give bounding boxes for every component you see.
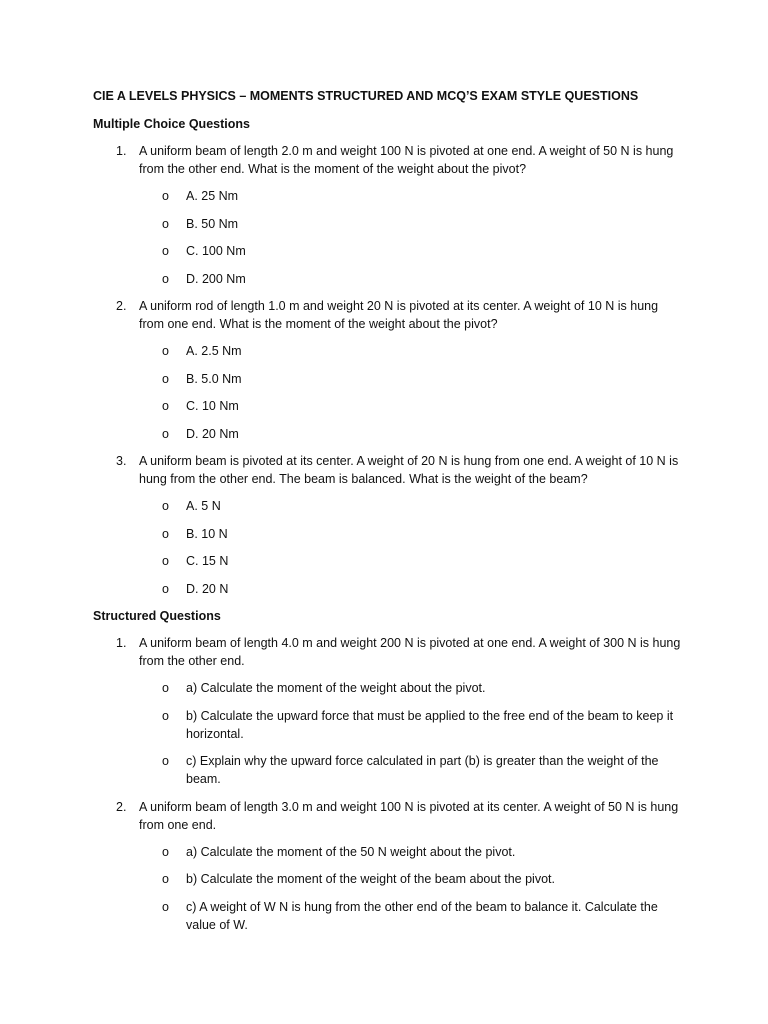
- bullet-icon: o: [162, 526, 169, 541]
- list-item: [93, 707, 683, 743]
- list-item: [93, 187, 683, 205]
- bullet-icon: o: [162, 554, 169, 568]
- part-text: a) Calculate the moment of the 50 N weight about the pivot.: [186, 844, 516, 859]
- question-number: 3.: [116, 454, 127, 468]
- option-text: C. 15 N: [186, 554, 229, 568]
- part-text: b) Calculate the upward force that must be applied to the free end of the beam to keep it horizontal.: [186, 708, 674, 741]
- option-text: B. 5.0 Nm: [186, 371, 242, 386]
- list-item: [93, 752, 683, 788]
- bullet-icon: o: [162, 754, 169, 768]
- part-text: b) Calculate the moment of the weight of the beam about the pivot.: [186, 872, 555, 886]
- structured-parts-2: [93, 843, 683, 934]
- mcq-question-2: [93, 297, 683, 333]
- mcq-question-1: [93, 142, 683, 178]
- list-item: [93, 215, 683, 233]
- question-number: 2.: [116, 299, 127, 313]
- part-text: c) Explain why the upward force calculated in part (b) is greater than the weight of the beam.: [186, 754, 659, 786]
- mcq-options-1: [93, 187, 683, 288]
- option-text: C. 10 Nm: [186, 399, 239, 413]
- bullet-icon: o: [162, 344, 169, 358]
- list-item: [93, 870, 683, 888]
- section-heading-mcq: Multiple Choice Questions: [93, 117, 250, 131]
- list-item: [93, 270, 683, 288]
- option-text: C. 100 Nm: [186, 244, 246, 258]
- option-text: B. 10 N: [186, 526, 228, 541]
- list-item: [93, 342, 683, 360]
- bullet-icon: o: [162, 899, 169, 914]
- question-text: A uniform beam is pivoted at its center. A weight of 20 N is hung from one end. A weight of 10 N is hung from the other end. The beam is balanced. What is the weight of the beam?: [139, 454, 679, 486]
- question-text: A uniform rod of length 1.0 m and weight 20 N is pivoted at its center. A weight of 10 N is hung from one end. What is the moment of the weight about the pivot?: [139, 299, 659, 331]
- question-number: 2.: [116, 799, 127, 814]
- question-number: 1.: [116, 144, 127, 158]
- option-text: A. 5 N: [186, 499, 221, 513]
- list-item: [93, 497, 683, 515]
- bullet-icon: o: [162, 426, 169, 441]
- document-title: CIE A LEVELS PHYSICS – MOMENTS STRUCTURED AND MCQ’S EXAM STYLE QUESTIONS: [93, 89, 639, 103]
- mcq-options-2: [93, 342, 683, 443]
- list-item: [93, 679, 683, 697]
- option-text: D. 200 Nm: [186, 271, 246, 286]
- list-item: [93, 242, 683, 260]
- question-text: A uniform beam of length 3.0 m and weight 100 N is pivoted at its center. A weight of 50 N is hung from one end.: [139, 799, 679, 832]
- option-text: A. 2.5 Nm: [186, 344, 242, 358]
- bullet-icon: o: [162, 271, 169, 286]
- option-text: D. 20 Nm: [186, 426, 239, 441]
- list-item: [93, 525, 683, 543]
- option-text: B. 50 Nm: [186, 216, 239, 231]
- question-text: A uniform beam of length 4.0 m and weight 200 N is pivoted at one end. A weight of 300 N is hung from the other end.: [139, 636, 681, 668]
- list-item: [93, 552, 683, 570]
- mcq-question-3: [93, 452, 683, 488]
- bullet-icon: o: [162, 399, 169, 413]
- part-text: c) A weight of W N is hung from the other end of the beam to balance it. Calculate the value of W.: [186, 899, 658, 932]
- bullet-icon: o: [162, 844, 169, 859]
- mcq-options-3: [93, 497, 683, 598]
- option-text: A. 25 Nm: [186, 189, 239, 203]
- structured-question-1: [93, 634, 683, 670]
- bullet-icon: o: [162, 189, 169, 203]
- option-text: D. 20 N: [186, 581, 229, 596]
- structured-question-2: [93, 798, 683, 834]
- list-item: [93, 397, 683, 415]
- bullet-icon: o: [162, 499, 169, 513]
- structured-parts-1: [93, 679, 683, 788]
- part-text: a) Calculate the moment of the weight about the pivot.: [186, 681, 486, 695]
- bullet-icon: o: [162, 708, 169, 723]
- bullet-icon: o: [162, 681, 169, 695]
- bullet-icon: o: [162, 244, 169, 258]
- section-heading-structured: Structured Questions: [93, 609, 221, 623]
- question-number: 1.: [116, 636, 127, 650]
- question-text: A uniform beam of length 2.0 m and weight 100 N is pivoted at one end. A weight of 50 N is hung from the other end. What is the moment of the weight about the pivot?: [139, 144, 674, 176]
- bullet-icon: o: [162, 872, 169, 886]
- bullet-icon: o: [162, 216, 169, 231]
- list-item: [93, 898, 683, 934]
- list-item: [93, 370, 683, 388]
- list-item: [93, 425, 683, 443]
- document-page: [93, 87, 683, 943]
- list-item: [93, 843, 683, 861]
- bullet-icon: o: [162, 371, 169, 386]
- list-item: [93, 580, 683, 598]
- bullet-icon: o: [162, 581, 169, 596]
